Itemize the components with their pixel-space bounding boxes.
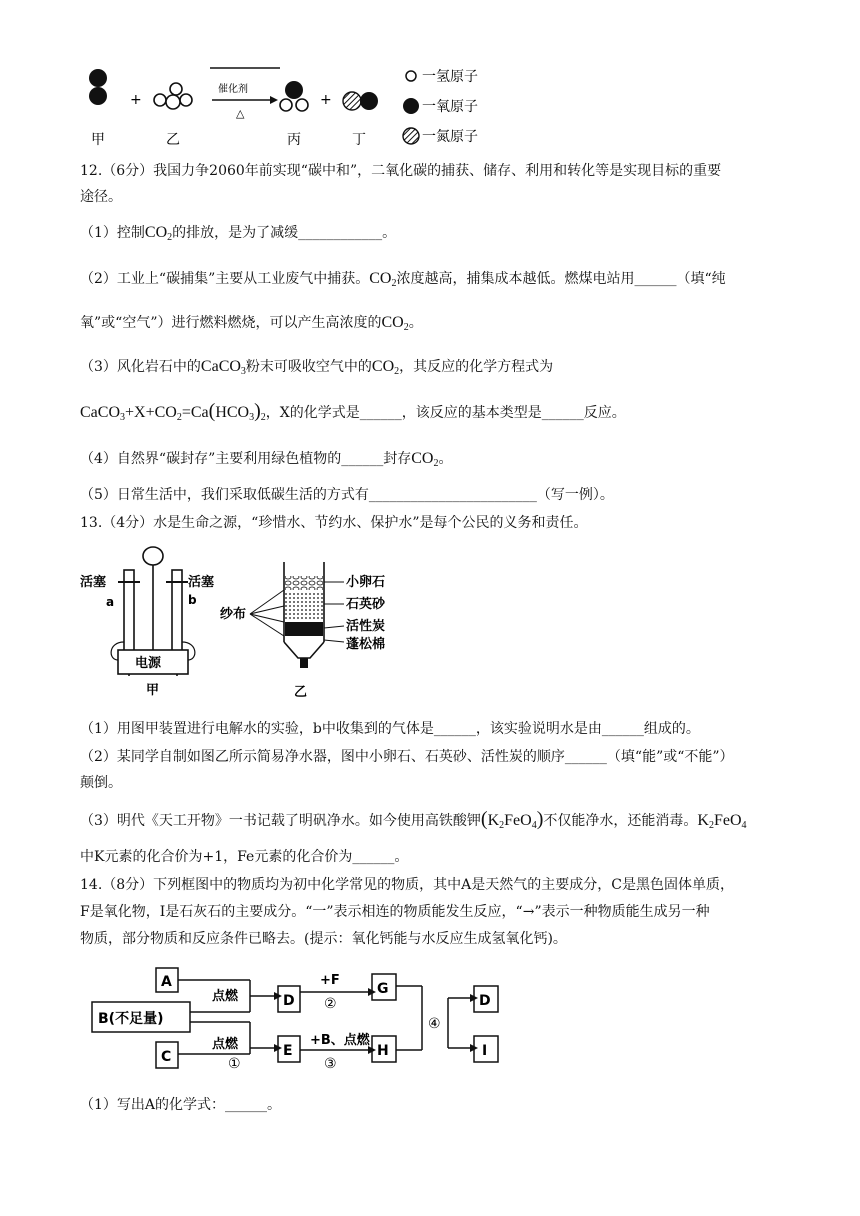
stopcock-left-label: 活塞 (80, 575, 107, 590)
q13-blank-1b[interactable]: ______ (601, 721, 644, 737)
q14-heading: 14.（8分）下列框图中的物质均为初中化学常见的物质，其中A是天然气的主要成分，C是黑色固体单质， (80, 877, 734, 893)
q13-part2: （2）某同学自制如图乙所示简易净水器，图中小卵石、石英砂、活性炭的顺序______（填“能”或“不能”） (80, 749, 734, 765)
stopcock-right-label: 活塞 (188, 575, 215, 590)
circle-3: ③ (324, 1056, 337, 1072)
figure-jia-label: 甲 (146, 683, 160, 698)
q12-part5: （5）日常生活中，我们采取低碳生活的方式有________________________（写一例）。 (80, 487, 614, 503)
q13-heading: 13.（4分）水是生命之源，“珍惜水、节约水、保护水”是每个公民的义务和责任。 (80, 515, 588, 531)
q12-blank-1[interactable]: ____________ (298, 225, 383, 241)
legend-oxygen: 一氧原子 (422, 99, 478, 115)
layer-cotton-label: 蓬松棉 (346, 637, 386, 652)
q13-blank-1a[interactable]: ______ (433, 721, 476, 737)
box-A: A (161, 974, 172, 990)
equation: $CaCO_3+X+CO_2=Ca(HCO_3)_2$ (80, 400, 266, 423)
power-label: 电源 (135, 656, 162, 671)
box-C: C (161, 1049, 172, 1065)
q13-blank-3[interactable]: ______ (352, 849, 395, 865)
circle-1: ① (228, 1056, 241, 1072)
plus-sign-1: + (130, 92, 142, 108)
q13-part3-cont: 中K元素的化合价为+1，Fe元素的化合价为______。 (80, 849, 409, 865)
box-E: E (283, 1043, 293, 1059)
molecule-bing (280, 81, 308, 111)
layer-pebbles-label: 小卵石 (346, 575, 386, 590)
q12-heading: 12.（6分）我国力争2060年前实现“碳中和”，二氧化碳的捕获、储存、利用和转化等是实现目标的重要 (80, 163, 722, 179)
q12-part2: （2）工业上“碳捕集”主要从工业废气中捕获。$CO_2$浓度越高，捕集成本越低。燃煤电站用______（填“纯 (80, 270, 726, 289)
box-D2: D (479, 993, 491, 1009)
label-yi: 乙 (166, 132, 180, 148)
figure-yi-label: 乙 (294, 685, 308, 700)
box-G: G (377, 981, 389, 997)
q12-blank-3b[interactable]: ______ (541, 405, 584, 421)
legend-nitrogen: 一氮原子 (422, 129, 478, 145)
heat-label: △ (236, 107, 245, 120)
water-purifier-figure (220, 556, 420, 702)
circle-4: ④ (428, 1016, 441, 1032)
q12-blank-2[interactable]: ______ (634, 271, 677, 287)
q12-blank-5[interactable]: ________________________ (368, 487, 537, 503)
q13-part3: （3）明代《天工开物》一书记载了明矾净水。如今使用高铁酸钾$(K_2FeO_4)$不仅能净水，还能消毒。$K_2FeO_4$ (80, 808, 747, 831)
molecule-jia (89, 69, 107, 105)
layer-quartz-sand-label: 石英砂 (346, 597, 386, 612)
q14-part1: （1）写出A的化学式：______。 (80, 1097, 282, 1113)
tube-b-label: b (188, 593, 197, 607)
catalyst-label: 催化剂 (218, 84, 248, 95)
q14-heading-cont2: 物质，部分物质和反应条件已略去。(提示：氧化钙能与水反应生成氢氧化钙)。 (80, 931, 567, 947)
circle-2: ② (324, 996, 337, 1012)
q14-heading-cont: F是氧化物，I是石灰石的主要成分。“一”表示相连的物质能发生反应，“→”表示一种物质能生成另一种 (80, 904, 710, 920)
q14-flow-diagram (88, 962, 518, 1074)
box-I: I (482, 1043, 488, 1059)
label-bing: 丙 (287, 132, 301, 148)
q12-part4: （4）自然界“碳封存”主要利用绿色植物的______封存$CO_2$。 (80, 450, 453, 469)
q13-part1: （1）用图甲装置进行电解水的实验，b中收集到的气体是______，该实验说明水是由______组成的。 (80, 721, 700, 737)
box-H: H (377, 1043, 389, 1059)
layer-activated-carbon-label: 活性炭 (346, 619, 386, 634)
plus-F-label: +F (320, 973, 340, 988)
q14-blank-1[interactable]: ______ (225, 1097, 268, 1113)
box-B: B(不足量) (98, 1011, 164, 1027)
plus-B-ignite-label: +B、点燃 (310, 1033, 370, 1048)
q12-equation-line: $CaCO_3+X+CO_2=Ca(HCO_3)_2$，X的化学式是______，该反应的基本类型是______反应。 (80, 400, 626, 423)
molecule-yi (154, 83, 192, 109)
q13-part2-cont: 颠倒。 (80, 775, 122, 791)
q12-part1: （1）控制$CO_2$的排放，是为了减缓____________。 (80, 224, 397, 243)
q12-heading-cont: 途径。 (80, 189, 122, 205)
ignite-label-1: 点燃 (212, 989, 239, 1004)
tube-a-label: a (106, 595, 115, 609)
electrolysis-figure (78, 542, 228, 702)
legend (403, 69, 478, 145)
q12-blank-3a[interactable]: ______ (359, 405, 402, 421)
q12-part3: （3）风化岩石中的CaCO$_3$粉末可吸收空气中的$CO_2$，其反应的化学方程式为 (80, 358, 554, 377)
plus-sign-2: + (320, 92, 332, 108)
reaction-molecule-figure (80, 62, 520, 154)
q12-part2-cont: 氧”或“空气”）进行燃料燃烧，可以产生高浓度的$CO_2$。 (80, 314, 423, 333)
legend-hydrogen: 一氢原子 (422, 69, 478, 85)
label-jia: 甲 (91, 132, 105, 148)
molecule-ding (343, 92, 378, 110)
gauze-label: 纱布 (220, 607, 247, 622)
q13-blank-2[interactable]: ______ (564, 749, 607, 765)
label-ding: 丁 (352, 132, 366, 148)
box-D: D (283, 993, 295, 1009)
q12-blank-4[interactable]: ______ (341, 451, 384, 467)
ignite-label-2: 点燃 (212, 1037, 239, 1052)
